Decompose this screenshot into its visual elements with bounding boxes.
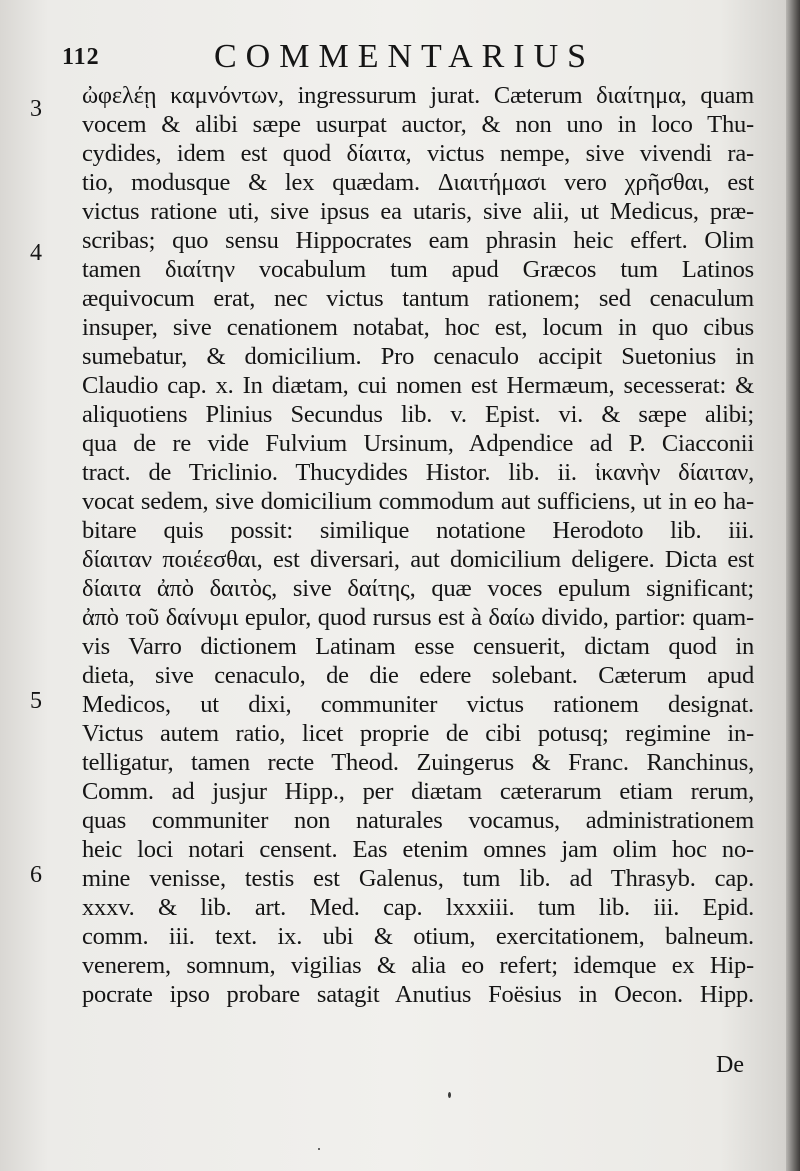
running-head: COMMENTARIUS: [214, 38, 596, 75]
paper-speck: [448, 1092, 451, 1098]
text-line: victus ratione uti, sive ipsus ea utaris, sive alii, ut Medicus, præ-: [82, 198, 754, 225]
text-line: scribas; quo sensu Hippocrates eam phrasin heic effert. Olim: [82, 227, 754, 254]
text-line: tract. de Triclinio. Thucydides Histor. lib. ii. ἱκανὴν δίαιταν,: [82, 459, 754, 486]
text-line: aliquotiens Plinius Secundus lib. v. Epist. vi. & sæpe alibi;: [82, 401, 754, 428]
text-line: vocem & alibi sæpe usurpat auctor, & non uno in loco Thu-: [82, 111, 754, 138]
text-line: tio, modusque & lex quædam. Διαιτήμασι vero χρῆσθαι, est: [82, 169, 754, 196]
text-line: heic loci notari censent. Eas etenim omnes jam olim hoc no-: [82, 836, 754, 863]
text-line: pocrate ipso probare satagit Anutius Foësius in Oecon. Hipp.: [82, 981, 754, 1008]
page-gutter-shadow: [786, 0, 800, 1171]
catchword: De: [716, 1052, 744, 1078]
text-line: Medicos, ut dixi, communiter victus rationem designat.: [82, 691, 754, 718]
margin-note-number: 6: [30, 862, 42, 888]
text-line: sumebatur, & domicilium. Pro cenaculo accipit Suetonius in: [82, 343, 754, 370]
text-line: ἀπὸ τοῦ δαίνυμι epulor, quod rursus est à δαίω divido, partior: quam-: [82, 604, 754, 631]
text-line: Comm. ad jusjur Hipp., per diætam cæterarum etiam rerum,: [82, 778, 754, 805]
text-line: vocat sedem, sive domicilium commodum aut sufficiens, ut in eo ha-: [82, 488, 754, 515]
text-line: Claudio cap. x. In diætam, cui nomen est Hermæum, secesserat: &: [82, 372, 754, 399]
text-line: telligatur, tamen recte Theod. Zuingerus & Franc. Ranchinus,: [82, 749, 754, 776]
text-line: Victus autem ratio, licet proprie de cibi potusq; regimine in-: [82, 720, 754, 747]
text-line: æquivocum erat, nec victus tantum rationem; sed cenaculum: [82, 285, 754, 312]
text-line: vis Varro dictionem Latinam esse censuerit, dictam quod in: [82, 633, 754, 660]
text-line: dieta, sive cenaculo, de die edere solebant. Cæterum apud: [82, 662, 754, 689]
text-line: bitare quis possit: similique notatione Herodoto lib. iii.: [82, 517, 754, 544]
page-number: 112: [62, 44, 100, 70]
text-line: comm. iii. text. ix. ubi & otium, exercitationem, balneum.: [82, 923, 754, 950]
text-line: cydides, idem est quod δίαιτα, victus nempe, sive vivendi ra-: [82, 140, 754, 167]
margin-note-number: 4: [30, 240, 42, 266]
text-line: insuper, sive cenationem notabat, hoc est, locum in quo cibus: [82, 314, 754, 341]
text-line: δίαιτα ἀπὸ δαιτὸς, sive δαίτης, quæ voces epulum significant;: [82, 575, 754, 602]
text-line: venerem, somnum, vigilias & alia eo refert; idemque ex Hip-: [82, 952, 754, 979]
text-line: ὠφελέῃ καμνόντων, ingressurum jurat. Cæterum διαίτημα, quam: [82, 82, 754, 109]
text-line: xxxv. & lib. art. Med. cap. lxxxiii. tum lib. iii. Epid.: [82, 894, 754, 921]
text-line: tamen διαίτην vocabulum tum apud Græcos tum Latinos: [82, 256, 754, 283]
margin-note-number: 5: [30, 688, 42, 714]
text-line: δίαιταν ποιέεσθαι, est diversari, aut domicilium deligere. Dicta est: [82, 546, 754, 573]
text-line: quas communiter non naturales vocamus, administrationem: [82, 807, 754, 834]
text-line: qua de re vide Fulvium Ursinum, Adpendice ad P. Ciacconii: [82, 430, 754, 457]
paper-speck: [318, 1148, 320, 1150]
margin-note-number: 3: [30, 96, 42, 122]
page-header: [62, 38, 742, 78]
text-line: mine venisse, testis est Galenus, tum lib. ad Thrasyb. cap.: [82, 865, 754, 892]
